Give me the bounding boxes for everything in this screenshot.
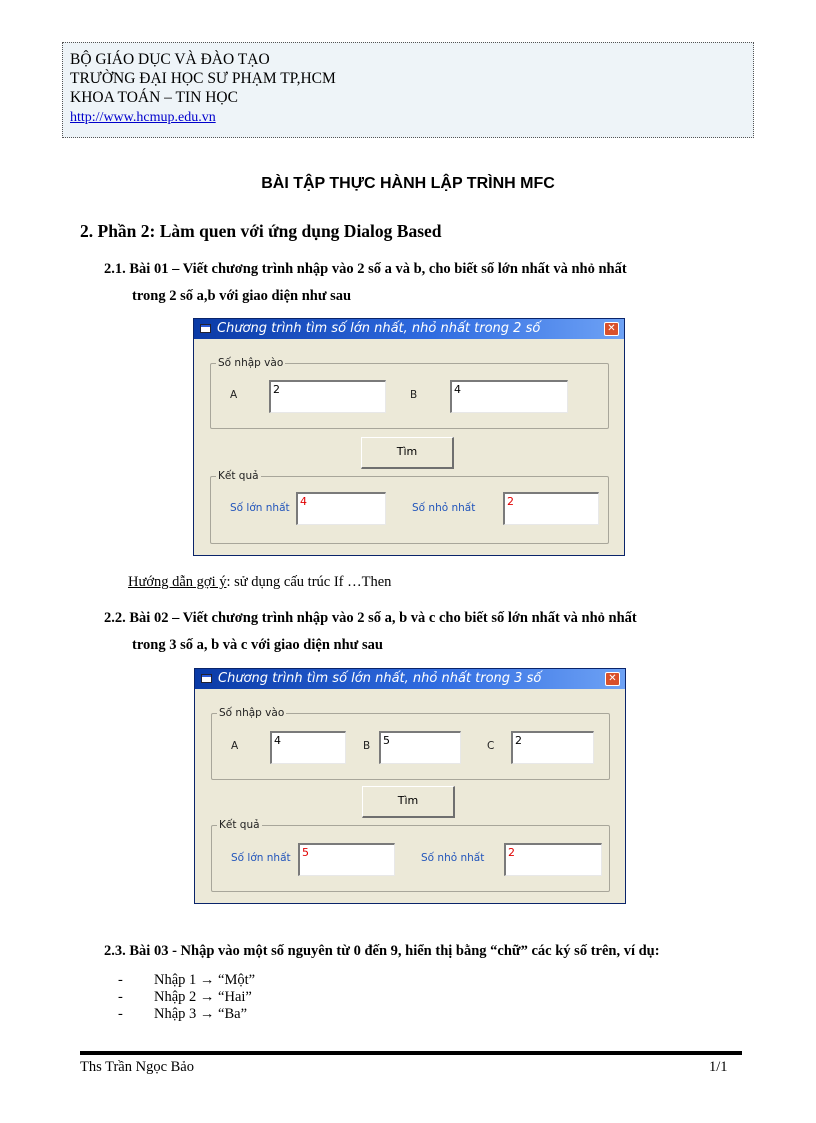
output-min[interactable]: 2	[504, 843, 602, 876]
label-max: Số lớn nhất	[231, 852, 291, 864]
label-min: Số nhỏ nhất	[412, 502, 476, 514]
footer-author: Ths Trần Ngọc Bảo	[80, 1059, 194, 1075]
page-title: BÀI TẬP THỰC HÀNH LẬP TRÌNH MFC	[261, 175, 555, 192]
website-link[interactable]: http://www.hcmup.edu.vn	[70, 110, 216, 125]
list-item-text: Nhập 1 → “Một”	[154, 972, 256, 988]
input-b[interactable]: 5	[379, 731, 461, 764]
page-number: 1/1	[709, 1059, 728, 1075]
ex3-heading: 2.3. Bài 03 - Nhập vào một số nguyên từ 0 đến 9, hiển thị bằng “chữ” các ký số trên, ví dụ:	[104, 943, 660, 959]
input-a[interactable]: 2	[269, 380, 386, 413]
bullet-dash: -	[118, 1006, 123, 1022]
dialog-title: Chương trình tìm số lớn nhất, nhỏ nhất trong 3 số	[218, 671, 542, 686]
header-box	[62, 42, 754, 138]
label-c: C	[487, 740, 495, 752]
input-group-label: Số nhập vào	[218, 357, 284, 369]
ex1-heading-cont: trong 2 số a,b với giao diện như sau	[132, 288, 352, 304]
list-item-text: Nhập 3 → “Ba”	[154, 1006, 248, 1022]
label-b: B	[363, 740, 371, 752]
input-group-label: Số nhập vào	[219, 707, 285, 719]
ex2-heading-cont: trong 3 số a, b và c với giao diện như sau	[132, 637, 383, 653]
dialog-two-numbers	[193, 318, 625, 556]
university-name: TRƯỜNG ĐẠI HỌC SƯ PHẠM TP,HCM	[70, 70, 336, 87]
hint-label: Hướng dẫn gợi ý	[128, 574, 227, 590]
find-button[interactable]: Tìm	[362, 786, 455, 818]
input-a[interactable]: 4	[270, 731, 346, 764]
hint-text: : sử dụng cấu trúc If …Then	[226, 574, 392, 590]
input-c[interactable]: 2	[511, 731, 594, 764]
ex1-heading: 2.1. Bài 01 – Viết chương trình nhập vào 2 số a và b, cho biết số lớn nhất và nhỏ nhất	[104, 261, 627, 277]
app-icon	[201, 674, 212, 683]
label-b: B	[410, 389, 418, 401]
label-a: A	[230, 389, 238, 401]
footer-rule	[80, 1051, 742, 1055]
dialog-titlebar[interactable]	[195, 669, 625, 689]
dialog-three-numbers	[194, 668, 626, 904]
find-button[interactable]: Tìm	[361, 437, 454, 469]
hint	[128, 574, 391, 591]
result-group-label: Kết quả	[218, 470, 259, 482]
label-max: Số lớn nhất	[230, 502, 290, 514]
bullet-dash: -	[118, 972, 123, 988]
label-a: A	[231, 740, 239, 752]
output-max[interactable]: 4	[296, 492, 386, 525]
close-icon[interactable]: ✕	[605, 672, 620, 686]
result-group-label: Kết quả	[219, 819, 260, 831]
section-heading: 2. Phần 2: Làm quen với ứng dụng Dialog Based	[80, 221, 442, 241]
dialog-title: Chương trình tìm số lớn nhất, nhỏ nhất trong 2 số	[217, 321, 541, 336]
ex2-heading: 2.2. Bài 02 – Viết chương trình nhập vào 2 số a, b và c cho biết số lớn nhất và nhỏ nhất	[104, 610, 637, 626]
output-min[interactable]: 2	[503, 492, 599, 525]
input-b[interactable]: 4	[450, 380, 568, 413]
app-icon	[200, 324, 211, 333]
close-icon[interactable]: ✕	[604, 322, 619, 336]
dialog-titlebar[interactable]	[194, 319, 624, 339]
ministry-name: BỘ GIÁO DỤC VÀ ĐÀO TẠO	[70, 51, 270, 68]
bullet-dash: -	[118, 989, 123, 1005]
faculty-name: KHOA TOÁN – TIN HỌC	[70, 89, 238, 106]
output-max[interactable]: 5	[298, 843, 395, 876]
label-min: Số nhỏ nhất	[421, 852, 485, 864]
list-item-text: Nhập 2 → “Hai”	[154, 989, 252, 1005]
